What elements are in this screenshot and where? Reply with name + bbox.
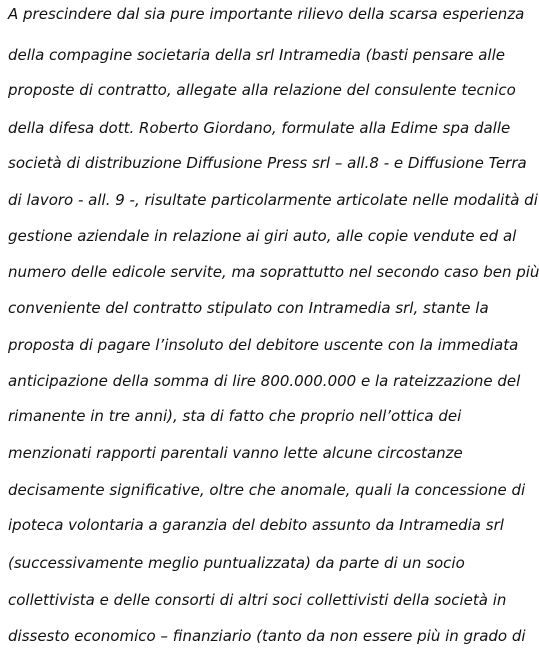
text-line: di lavoro - all. 9 -, risultate particolarmente articolate nelle modalità di [8, 191, 538, 209]
text-line: conveniente del contratto stipulato con Intramedia srl, stante la [8, 299, 489, 317]
text-line: rimanente in tre anni), sta di fatto che proprio nell’ottica dei [8, 407, 462, 425]
text-line: della compagine societaria della srl Intramedia (basti pensare alle [8, 46, 505, 64]
text-line: anticipazione della somma di lire 800.000.000 e la rateizzazione del [8, 372, 521, 390]
text-line: numero delle edicole servite, ma soprattutto nel secondo caso ben più [8, 263, 539, 281]
text-line: società di distribuzione Diffusione Press srl – all.8 - e Diffusione Terra [8, 154, 527, 172]
text-line: dissesto economico – finanziario (tanto da non essere più in grado di [8, 627, 526, 645]
text-line: gestione aziendale in relazione ai giri auto, alle copie vendute ed al [8, 227, 517, 245]
text-line: della difesa dott. Roberto Giordano, formulate alla Edime spa dalle [8, 119, 511, 137]
text-line: menzionati rapporti parentali vanno lette alcune circostanze [8, 444, 463, 462]
text-line: ipoteca volontaria a garanzia del debito assunto da Intramedia srl [8, 516, 504, 534]
text-line: (successivamente meglio puntualizzata) da parte di un socio [8, 554, 465, 572]
text-line: proposte di contratto, allegate alla relazione del consulente tecnico [8, 81, 516, 99]
text-line: A prescindere dal sia pure importante rilievo della scarsa esperienza [8, 5, 525, 23]
text-line: proposta di pagare l’insoluto del debitore uscente con la immediata [8, 336, 519, 354]
text-line: collettivista e delle consorti di altri soci collettivisti della società in [8, 591, 507, 609]
text-line: decisamente significative, oltre che anomale, quali la concessione di [8, 481, 526, 499]
